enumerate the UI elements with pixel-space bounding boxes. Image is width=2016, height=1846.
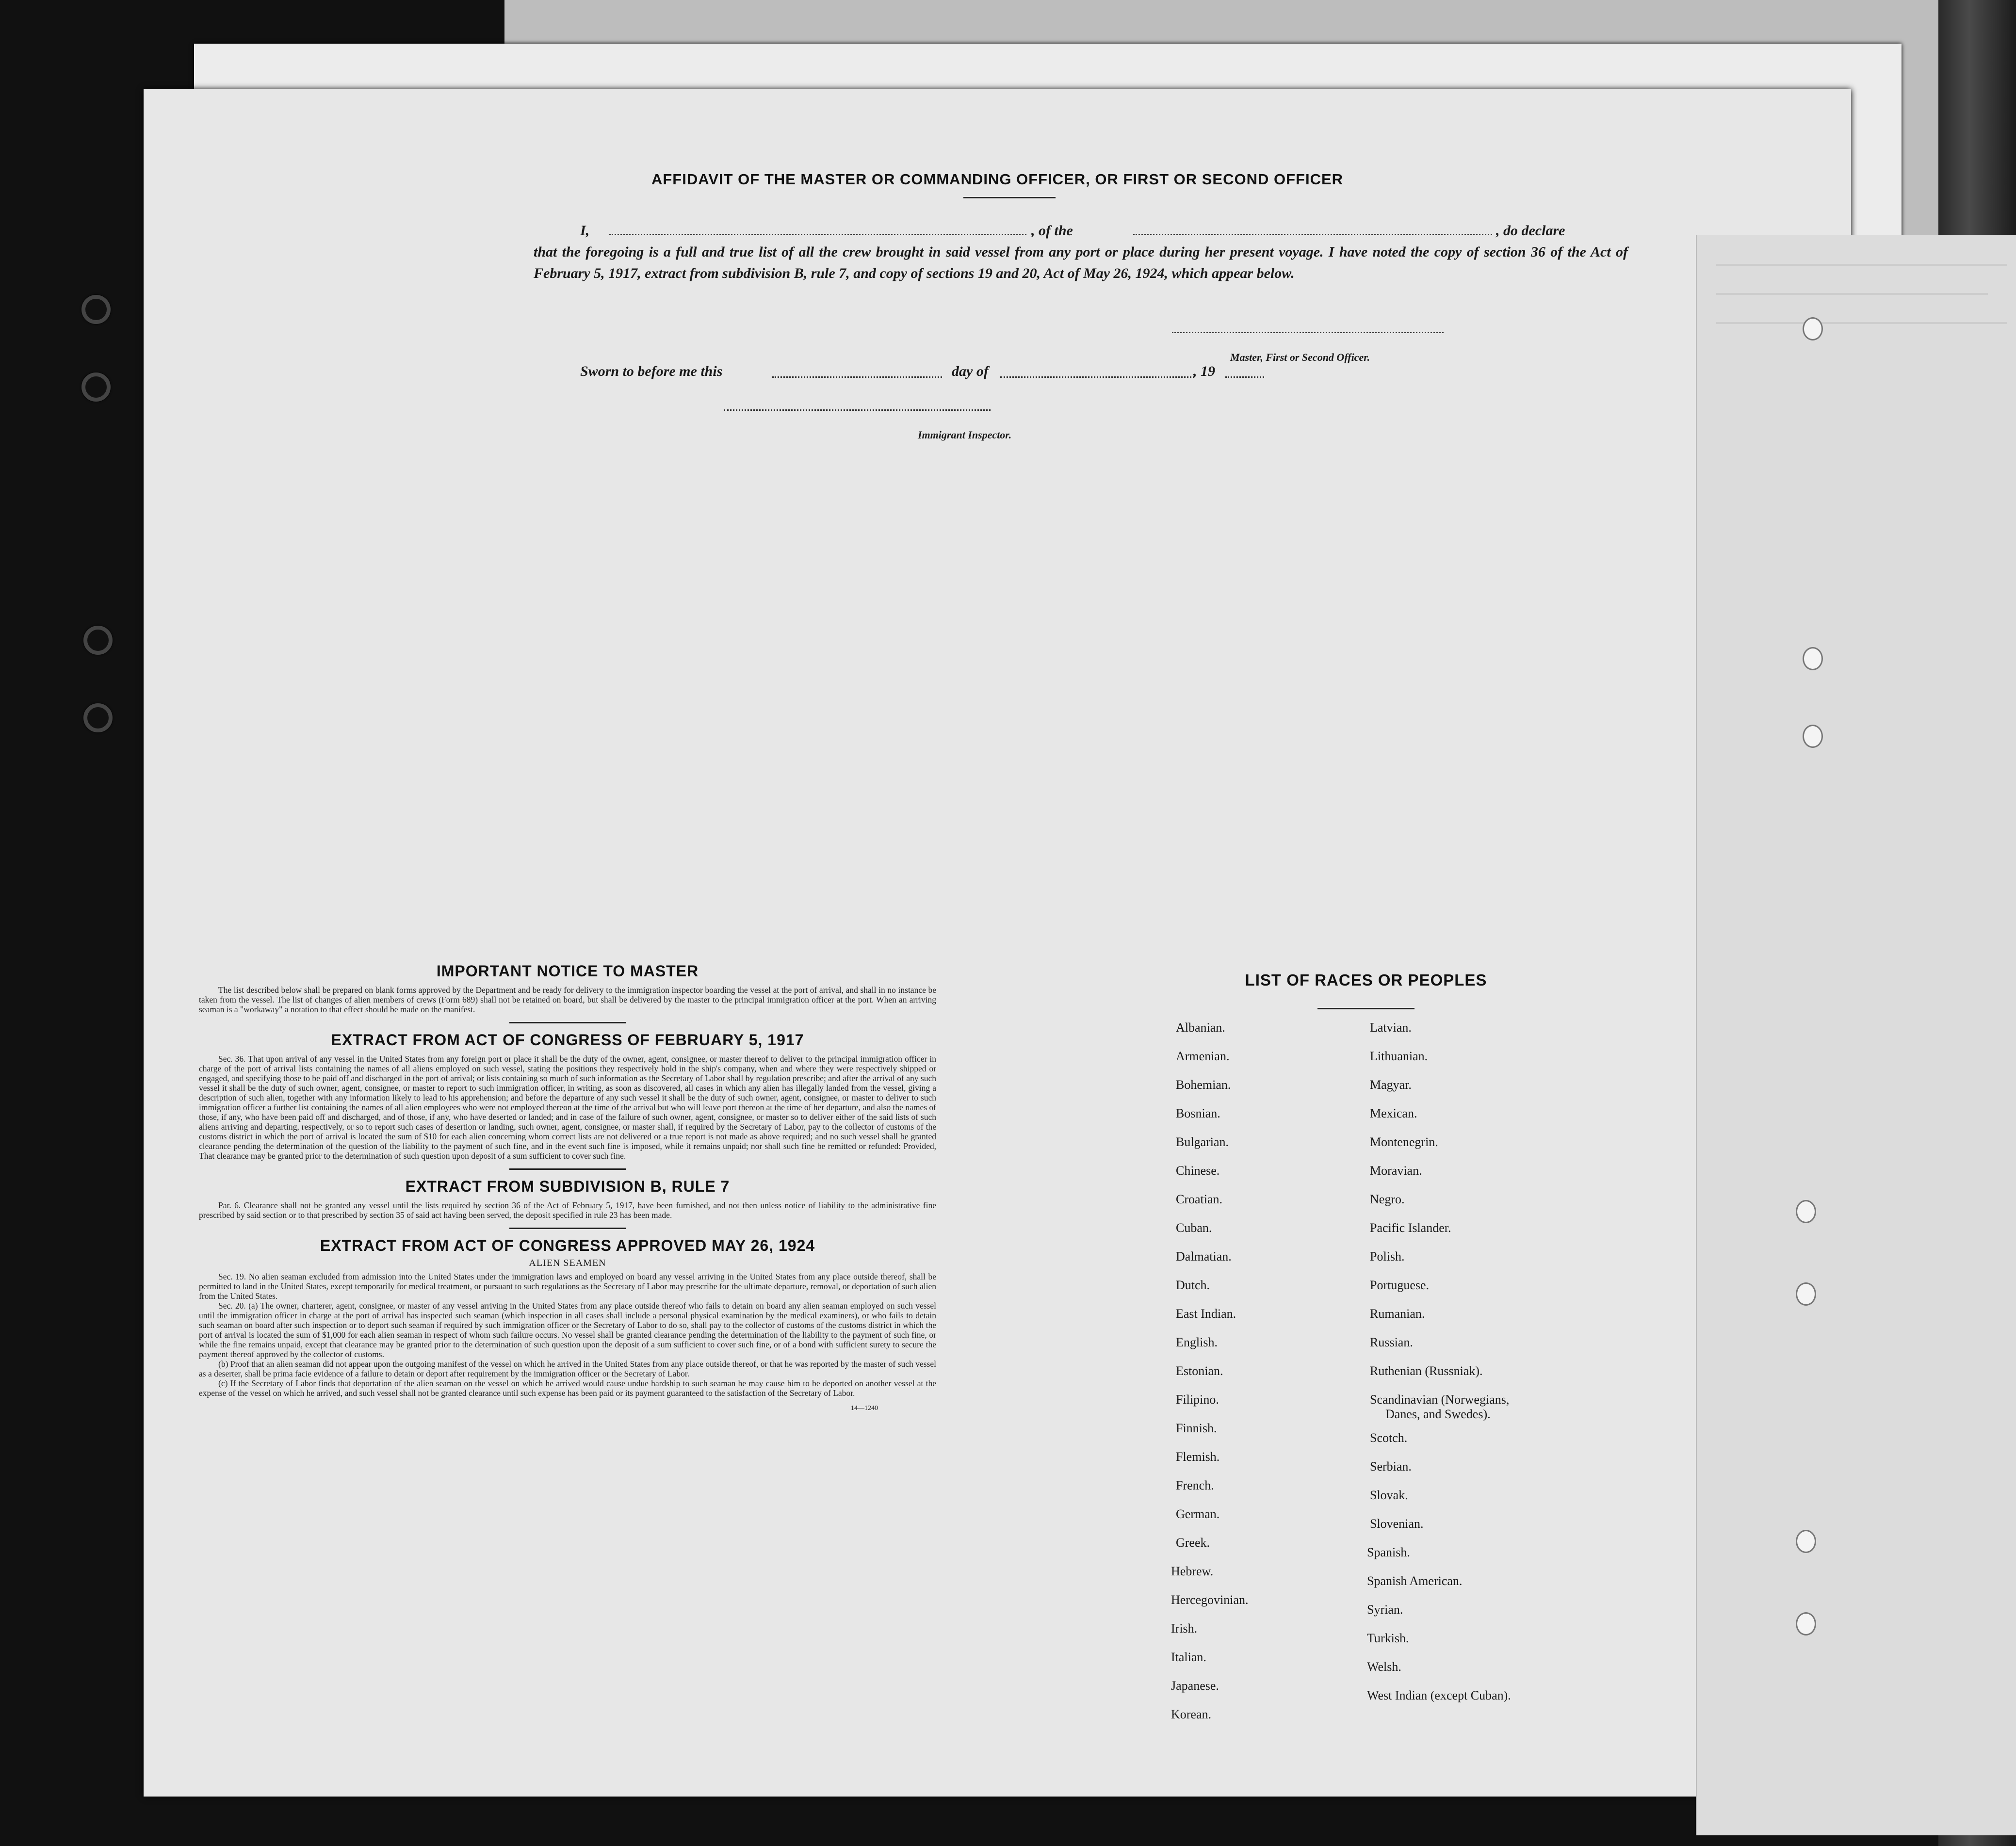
race-item: Turkish. [1367,1631,1409,1645]
binder-hole [81,372,111,402]
bleed-through-strip [1696,235,2016,1835]
race-item: Pacific Islander. [1370,1221,1451,1235]
race-item: West Indian (except Cuban). [1367,1688,1511,1702]
legal-column [199,962,936,1412]
race-item: Danes, and Swedes). [1385,1407,1491,1421]
race-item: Serbian. [1370,1459,1412,1474]
race-item: Finnish. [1176,1421,1217,1435]
sworn-day-blank [772,376,942,378]
race-item: Korean. [1171,1707,1212,1721]
race-item: Syrian. [1367,1603,1403,1617]
race-item: Portuguese. [1370,1278,1430,1292]
affidavit-body: that the foregoing is a full and true list of all the crew brought in said vessel from any port or place during her present voyage. I have noted the copy of section 36 of the Act of February 5, 1917, extract from subdivision B, rule 7, and copy of sections 19 and 20, Act of May 26, 1924, which appear below. [534,244,1628,281]
form-page [144,89,1851,1797]
sec20a-body: Sec. 20. (a) The owner, charterer, agent, consignee, or master of any vessel arriving in the United States from any place outside thereof who fails to detain on board any alien seaman employed on such vessel until the immigration officer in charge at the port of arrival has inspected such seaman (which inspection in all cases shall include a personal physical examination by the medical examiners), or who fails to detain such seaman on board after such inspection or to deport such seaman if required by such immigration officer or the Secretary of Labor to do so, shall pay to the collector of customs of the customs district in which the port of arrival is located the sum of $1,000 for each alien seaman in respect of whom such failure occurs. No vessel shall be granted clearance pending the determination of the liability to the payment of such fine, or while the fine remains unpaid, except that clearance may be granted prior to the determination of such question upon the deposit of a sum sufficient to cover such fine, or of a bond with sufficient surety to secure the payment thereof approved by the collector of customs. [199,1301,936,1359]
race-item: Montenegrin. [1370,1135,1438,1149]
race-item: Welsh. [1367,1660,1401,1674]
race-item: Cuban. [1176,1221,1212,1235]
race-item: Negro. [1370,1192,1405,1206]
master-signature-label: Master, First or Second Officer. [1230,351,1370,363]
name-blank [609,234,1026,235]
race-item: Spanish. [1367,1545,1410,1559]
race-item: Russian. [1370,1335,1413,1349]
races-rule [1317,1008,1414,1009]
section-rule [509,1022,626,1023]
race-item: Flemish. [1176,1450,1220,1464]
race-item: English. [1176,1335,1218,1349]
sec20c-body: (c) If the Secretary of Labor finds that deportation of the alien seaman on the vessel on which he arrived would cause undue hardship to such seaman he may cause him to be deported on another vessel at the expense of the vessel on which he arrived, and such vessel shall not be granted clearance until such expense has been paid or its payment guaranteed to the satisfaction of the Secretary of Labor. [199,1378,936,1398]
sec19-body: Sec. 19. No alien seaman excluded from admission into the United States under the immigration laws and employed on board any vessel arriving in the United States from any place outside thereof, shall be permitted to land in the United States, except temporarily for medical treatment, or pursuant to such regulations as the Secretary of Labor may prescribe for the ultimate departure, removal, or deportation of such alien from the United States. [199,1272,936,1301]
inspector-signature-line [724,409,991,411]
rule7-body: Par. 6. Clearance shall not be granted any vessel until the lists required by section 36 of the Act of February 5, 1917, have been furnished, and not then unless notice of liability to the administrative fine prescribed by said section or to that prescribed by section 35 of said act having been served, the deposit specified in rule 23 has been made. [199,1200,936,1220]
race-item: Moravian. [1370,1164,1422,1178]
title-rule [963,197,1056,198]
punch-hole [1803,317,1823,340]
extract-1924-title: EXTRACT FROM ACT OF CONGRESS APPROVED MAY 26, 1924 [320,1237,815,1254]
race-item: Albanian. [1176,1020,1225,1035]
sworn-month-blank [1000,376,1194,378]
inspector-signature-label: Immigrant Inspector. [918,429,1012,441]
form-number: 14—1240 [851,1405,878,1412]
ghost-line [1716,264,2007,266]
race-item: Irish. [1171,1621,1198,1635]
vessel-blank [1133,234,1492,235]
race-item: Filipino. [1176,1393,1219,1407]
race-item: Bohemian. [1176,1078,1231,1092]
race-item: Bulgarian. [1176,1135,1229,1149]
race-item: Armenian. [1176,1049,1230,1063]
race-item: Scandinavian (Norwegians, [1370,1393,1510,1407]
races-title: LIST OF RACES OR PEOPLES [1245,971,1487,989]
extract-1917-title: EXTRACT FROM ACT OF CONGRESS OF FEBRUARY 5, 1917 [331,1031,804,1049]
extract-1917-body: Sec. 36. That upon arrival of any vessel in the United States from any foreign port or place it shall be the duty of the owner, agent, consignee, or master thereof to deliver to the principal immigration officer in charge of the port of arrival lists containing the names of all aliens employed on such vessel, stating the positions they respectively hold in the ship's company, when and where they were respectively shipped or engaged, and specifying those to be paid off and discharged in the port of arrival; or lists containing so much of such information as the Secretary of Labor shall by regulation prescribe; and after the arrival of any such vessel it shall be the duty of such owner, agent, consignee, or master to report to such immigration officer, in writing, as soon as discovered, all cases in which any alien has illegally landed from the vessel, giving a description of such alien, together with any information likely to lead to his apprehension; and before the departure of any such vessel it shall be the duty of such owner, agent, consignee, or master to deliver to such immigration officer a further list containing the names of all alien employees who were not employed thereon at the time of the arrival but who will leave port thereon at the time of her departure, and also the names of those, if any, who have been paid off and discharged, and of those, if any, who have deserted or landed; and in case of the failure of such owner, agent, consignee, or master so to deliver either of the said lists of such aliens arriving and departing, respectively, or so to report such cases of desertion or landing, such owner, agent, consignee, or master shall, if required by the Secretary of Labor, pay to the collector of customs of the customs district in which the port of arrival is located the sum of $10 for each alien concerning whom correct lists are not delivered or a true report is not made as above required; and no such vessel shall be granted clearance pending the determination of the question of the liability to the payment of such fine, and in the event such fine is imposed, while it remains unpaid; nor shall such fine be remitted or refunded: Provided, That clearance may be granted prior to the determination of such question upon deposit of a sum sufficient to cover such fine. [199,1054,936,1161]
affidavit-of-the: , of the [1031,223,1073,239]
race-item: Magyar. [1370,1078,1412,1092]
notice-body: The list described below shall be prepared on blank forms approved by the Department and be ready for delivery to the immigration inspector boarding the vessel at the port of arrival, and shall in no instance be taken from the vessel. The list of changes of alien members of crews (Form 689) shall not be retained on board, but shall be delivered by the master to the principal immigration officer at the port. When an arriving seaman is a "workaway" a notation to that effect should be made on the manifest. [199,985,936,1014]
race-item: Dalmatian. [1176,1249,1232,1263]
race-item: Slovak. [1370,1488,1408,1502]
binder-hole [83,703,113,732]
affidavit-i: I, [580,223,590,239]
race-item: East Indian. [1176,1307,1236,1321]
race-item: Latvian. [1370,1020,1412,1035]
race-item: Estonian. [1176,1364,1223,1378]
ghost-line [1716,322,2007,324]
race-item: Spanish American. [1367,1574,1463,1588]
race-item: Rumanian. [1370,1307,1425,1321]
punch-hole [1796,1530,1816,1553]
race-item: Slovenian. [1370,1517,1424,1531]
race-item: Croatian. [1176,1192,1223,1206]
punch-hole [1796,1282,1816,1306]
race-item: German. [1176,1507,1220,1521]
sworn-day-of: day of [952,363,989,379]
sec20b-body: (b) Proof that an alien seaman did not appear upon the outgoing manifest of the vessel on which he arrived in the United States from any place outside thereof, or that he was reported by the master of such vessel as a deserter, shall be prima facie evidence of a failure to detain or deport after requirement by the immigration officer or the Secretary of Labor. [199,1359,936,1378]
affidavit-declare: , do declare [1496,223,1565,239]
binder-hole [81,295,111,324]
race-item: Lithuanian. [1370,1049,1428,1063]
race-item: Scotch. [1370,1431,1408,1445]
sworn-text: Sworn to before me this [580,363,723,379]
punch-hole [1796,1200,1816,1223]
race-item: Ruthenian (Russniak). [1370,1364,1483,1378]
ghost-line [1716,293,1988,295]
punch-hole [1796,1612,1816,1635]
sworn-year-blank [1225,376,1264,378]
master-signature-line [1172,332,1444,333]
race-item: Mexican. [1370,1106,1417,1120]
race-item: Italian. [1171,1650,1206,1664]
punch-hole [1803,725,1823,748]
race-item: Japanese. [1171,1679,1219,1693]
extract-1924-subtitle: ALIEN SEAMEN [529,1258,606,1268]
section-rule [509,1168,626,1170]
race-item: Dutch. [1176,1278,1210,1292]
race-item: Hercegovinian. [1171,1593,1249,1607]
affidavit-line-1 [580,220,1628,242]
section-rule [509,1228,626,1229]
affidavit-title: AFFIDAVIT OF THE MASTER OR COMMANDING OFFICER, OR FIRST OR SECOND OFFICER [651,171,1344,188]
binder-hole [83,626,113,655]
race-item: Polish. [1370,1249,1405,1263]
notice-title: IMPORTANT NOTICE TO MASTER [436,962,699,980]
race-item: Bosnian. [1176,1106,1220,1120]
race-item: Chinese. [1176,1164,1220,1178]
rule7-title: EXTRACT FROM SUBDIVISION B, RULE 7 [405,1178,730,1195]
sworn-year: , 19 [1193,363,1215,379]
punch-hole [1803,647,1823,670]
race-item: Greek. [1176,1536,1210,1550]
race-item: French. [1176,1478,1214,1492]
race-item: Hebrew. [1171,1564,1214,1578]
